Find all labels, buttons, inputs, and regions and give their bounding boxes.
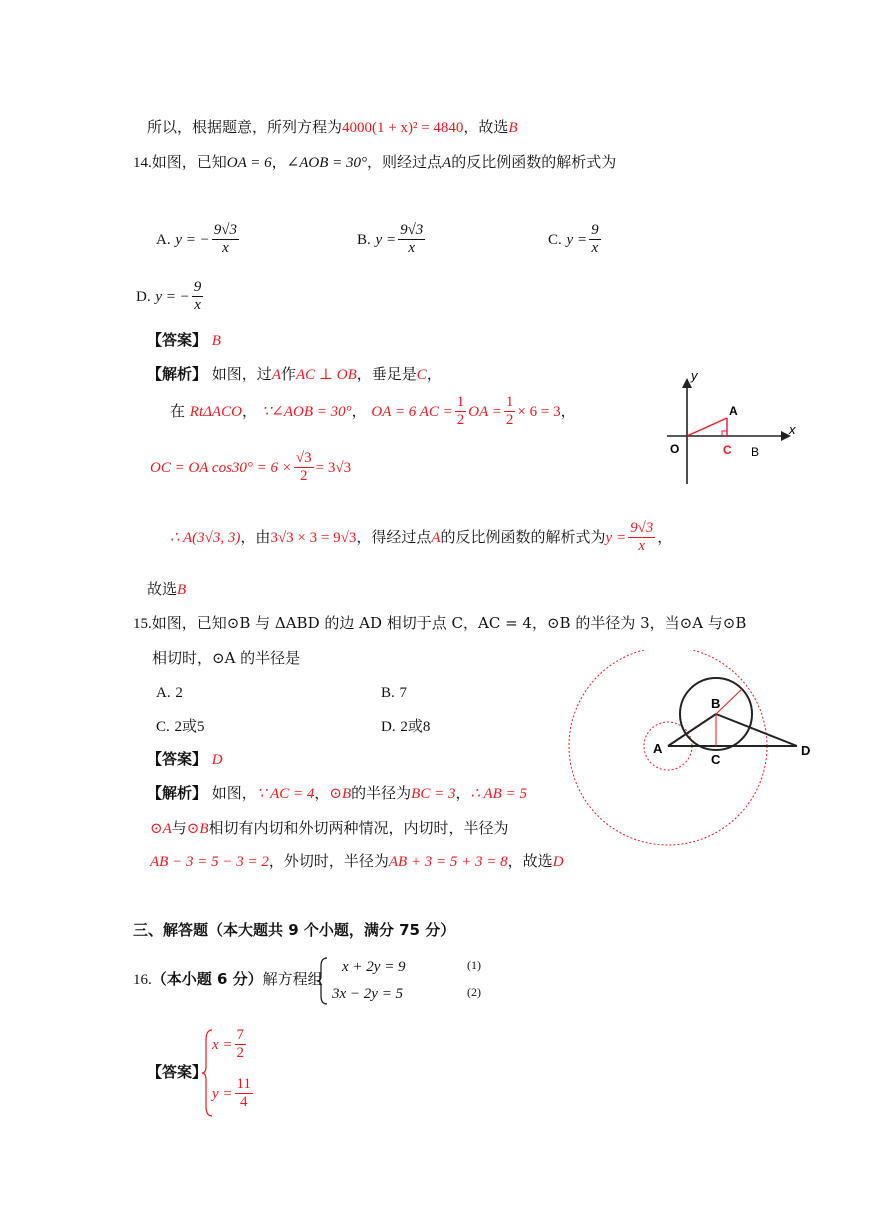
option-label: D. — [136, 288, 151, 305]
q14-option-a — [156, 222, 241, 258]
analysis-math: C — [416, 367, 427, 383]
q14-stem — [133, 153, 616, 172]
analysis-math: D — [552, 854, 564, 870]
analysis-text: ，垂足是 — [356, 365, 417, 383]
analysis-text: ， — [560, 401, 576, 420]
q14-analysis-line-4 — [170, 520, 672, 556]
analysis-math: ∴ AB = 5 — [470, 786, 527, 802]
analysis-text: ， — [657, 527, 673, 546]
analysis-text: 的半径为 — [351, 784, 412, 802]
option-denominator: x — [408, 240, 416, 257]
q16-number: 16. — [133, 972, 152, 988]
q14-number: 14. — [133, 155, 152, 171]
q16-answer-label: 【答案】 — [147, 1063, 208, 1081]
q15-option-a — [156, 683, 183, 702]
q15-answer — [147, 750, 223, 769]
q15-stem-text: 相切时，⊙A 的半径是 — [152, 649, 301, 667]
option-lhs: y = − — [175, 231, 210, 248]
analysis-text: ，得经过点 — [356, 527, 432, 546]
fraction-denominator: 2 — [300, 468, 308, 485]
analysis-text: 在 — [170, 401, 186, 420]
answer-label: 【答案】 — [147, 750, 208, 768]
q16-answer-x — [212, 1027, 248, 1063]
q15-option-b — [381, 683, 407, 702]
option-numerator: 9 — [192, 279, 204, 297]
option-lhs: y = − — [155, 288, 190, 305]
analysis-text: ， — [351, 401, 367, 420]
fraction-denominator: 2 — [456, 412, 465, 429]
q16-stem-text: 解方程组 — [262, 970, 323, 988]
analysis-text: ，外切时，半径为 — [268, 852, 389, 870]
option-numerator: 9√3 — [398, 222, 425, 240]
analysis-math: 3√3 × 3 = 9√3 — [270, 529, 357, 546]
option-text: 2或5 — [174, 719, 205, 735]
q13-suffix: ，故选 — [463, 118, 509, 136]
q14-analysis-line-3 — [150, 450, 351, 486]
analysis-text: 如图， — [211, 784, 257, 802]
q14-oa: OA = 6 — [226, 155, 272, 171]
analysis-label: 【解析】 — [147, 365, 208, 383]
q15-analysis-line-2 — [150, 819, 509, 838]
q16-eq2: 3x − 2y = 5 — [332, 986, 404, 1002]
q16-points: （本小题 6 分） — [151, 970, 263, 988]
analysis-math: AB + 3 = 5 + 3 = 8 — [388, 854, 508, 870]
point-c-label: C — [711, 752, 721, 767]
analysis-math: = 3√3 — [315, 459, 352, 476]
q15-analysis-line-3 — [150, 852, 564, 871]
y-axis-label: y — [691, 368, 698, 383]
option-text: 2 — [175, 685, 183, 701]
answer-value: D — [211, 752, 223, 768]
analysis-text: ， — [241, 401, 257, 420]
analysis-math: RtΔACO — [189, 403, 242, 420]
q14-option-c — [548, 222, 603, 258]
analysis-math: AC ⊥ OB — [296, 367, 357, 383]
analysis-math: BC = 3 — [411, 786, 456, 802]
option-lhs: y = — [566, 231, 588, 248]
fraction-denominator: 2 — [505, 412, 514, 429]
option-text: 2或8 — [400, 719, 431, 735]
analysis-text: 相切有内切和外切两种情况，内切时，半径为 — [208, 819, 509, 837]
option-label: C. — [156, 719, 170, 735]
q14-answer — [147, 331, 221, 350]
analysis-math: ⊙B — [329, 786, 352, 802]
q13-conclusion-line — [147, 118, 518, 137]
q15-circles-figure — [565, 650, 825, 850]
analysis-math: ⊙B — [186, 821, 209, 837]
q16-eq1: x + 2y = 9 — [342, 959, 406, 975]
analysis-text: 作 — [280, 365, 296, 383]
option-lhs: y = — [375, 231, 397, 248]
point-c-label: C — [723, 443, 732, 457]
option-label: A. — [156, 685, 171, 701]
q14-stem-end: 的反比例函数的解析式为 — [451, 153, 617, 171]
q16-answer-y — [212, 1076, 255, 1112]
option-label: B. — [357, 231, 371, 248]
point-o-label: O — [670, 442, 680, 456]
fraction-numerator: 1 — [455, 394, 467, 412]
analysis-math: OA = — [468, 403, 502, 420]
option-denominator: x — [591, 240, 599, 257]
analysis-text: ， — [314, 784, 330, 802]
q16-stem — [133, 970, 323, 989]
analysis-text: 如图，过 — [211, 365, 272, 383]
answer-x-numerator: 7 — [235, 1027, 247, 1045]
fraction-numerator: 1 — [504, 394, 516, 412]
option-numerator: 9√3 — [212, 222, 239, 240]
q14-analysis-line-1 — [147, 365, 442, 384]
option-text: 7 — [399, 685, 408, 701]
analysis-text: 的反比例函数的解析式为 — [440, 527, 606, 546]
analysis-text: ，故选 — [507, 852, 553, 870]
section-3-heading: 三、解答题（本大题共 9 个小题，满分 75 分） — [133, 921, 456, 939]
q15-stem-line-1 — [133, 614, 746, 633]
q14-conclusion — [147, 580, 186, 599]
q13-choice: B — [508, 120, 518, 136]
analysis-text: ， — [455, 784, 471, 802]
q15-stem-line-2 — [152, 649, 300, 667]
conclusion-choice: B — [177, 582, 187, 598]
q14-stem-post: ，则经过点 — [367, 153, 443, 171]
q14-angle: ∠AOB = 30° — [286, 155, 367, 171]
analysis-math: ∵ AC = 4 — [256, 786, 315, 802]
analysis-text: ，由 — [240, 527, 271, 546]
q14-point-a: A — [442, 155, 452, 171]
analysis-math: A — [271, 367, 281, 383]
analysis-math: y = — [605, 529, 627, 546]
option-denominator: x — [194, 297, 201, 314]
answer-value: B — [211, 333, 221, 349]
analysis-math: ∵∠AOB = 30° — [261, 403, 352, 420]
analysis-math: OA = 6 AC = — [371, 403, 453, 420]
option-label: A. — [156, 231, 171, 248]
q15-stem-text: 如图，已知⊙B 与 ΔABD 的边 AD 相切于点 C，AC = 4，⊙B 的半径为 3，当⊙A 与⊙B — [151, 614, 747, 632]
answer-x-lhs: x = — [212, 1036, 233, 1053]
answer-x-denominator: 2 — [236, 1045, 245, 1062]
q15-option-d — [381, 717, 430, 736]
q14-option-b — [357, 222, 427, 258]
q16-system-brace — [315, 956, 329, 1006]
fraction-numerator: √3 — [294, 450, 314, 468]
analysis-math: OC = OA cos30° = 6 × — [150, 459, 292, 476]
answer-y-denominator: 4 — [240, 1094, 248, 1111]
q15-option-c — [156, 717, 205, 736]
answer-y-lhs: y = — [212, 1085, 233, 1102]
analysis-text: ， — [426, 365, 442, 383]
option-label: C. — [548, 231, 562, 248]
q14-coordinate-figure — [655, 366, 805, 491]
point-d-label: D — [801, 743, 811, 758]
q13-prefix: 所以，根据题意，所列方程为 — [147, 118, 343, 136]
analysis-math: AB − 3 = 5 − 3 = 2 — [150, 854, 269, 870]
q14-sep: ， — [271, 153, 287, 171]
conclusion-text: 故选 — [147, 580, 178, 598]
x-axis-label: x — [789, 422, 796, 437]
q14-option-d — [136, 279, 205, 315]
q15-number: 15. — [133, 616, 152, 632]
q16-eq1-tag: (1) — [467, 958, 481, 972]
point-b-label: B — [751, 445, 760, 459]
analysis-math: ∴ A(3√3, 3) — [170, 529, 241, 546]
point-b-label: B — [711, 696, 721, 711]
analysis-text: 与 — [171, 819, 187, 837]
option-numerator: 9 — [589, 222, 601, 240]
analysis-math: A — [431, 529, 441, 546]
analysis-math: × 6 = 3 — [517, 403, 561, 420]
option-label: D. — [381, 719, 396, 735]
fraction-denominator: x — [638, 538, 646, 555]
q16-eq2-tag: (2) — [467, 985, 481, 999]
option-label: B. — [381, 685, 395, 701]
analysis-math: ⊙A — [150, 821, 172, 837]
analysis-label: 【解析】 — [147, 784, 208, 802]
q15-analysis-line-1 — [147, 784, 527, 803]
answer-label: 【答案】 — [147, 331, 208, 349]
point-a-label: A — [653, 741, 663, 756]
q14-analysis-line-2 — [170, 394, 576, 430]
option-denominator: x — [222, 240, 229, 257]
point-a-label: A — [729, 404, 738, 418]
answer-y-numerator: 11 — [235, 1076, 253, 1094]
fraction-numerator: 9√3 — [628, 520, 655, 538]
q14-stem-text: 如图，已知 — [151, 153, 227, 171]
q13-equation: 4000(1 + x)² = 4840 — [342, 120, 464, 136]
